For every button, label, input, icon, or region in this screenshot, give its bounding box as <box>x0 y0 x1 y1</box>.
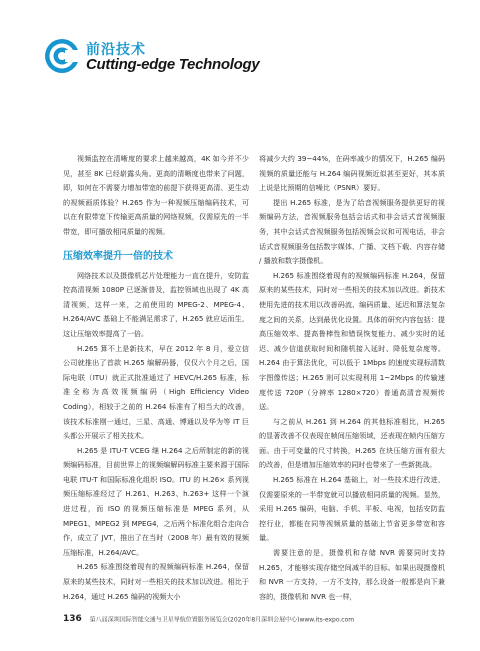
section-title-en: Cutting-edge Technology <box>86 56 260 73</box>
c-logo-icon <box>44 38 80 74</box>
left-column <box>63 152 249 604</box>
right-column <box>259 152 445 604</box>
page-number: 136 <box>63 614 82 624</box>
body-paragraph: H.265 是 ITU-T VCEG 继 H.264 之后所制定的新的视频编码标准，目前世界上的视频编解码标准主要来源于国际电联 ITU-T 和国际标准化组织 ISO。ITU 的 H.26× 系列视频压缩标准经过了 H.261、H.263、h.263+ 这样一个演进过程，而 ISO 的视频压缩标准是 MPEG 系列，从 MPEG1、MPEG2 到 MPEG4，之后两个标准化组合走向合作，成立了 JVT，推出了在当时（2008 年）最有效的视频压缩标准，H.264/AVC。 <box>63 445 249 557</box>
body-paragraph: 视频监控在清晰度的要求上越来越高，4K 如今并不少见，甚至 8K 已经崭露头角。更高的清晰度也带来了问题，即，如何在不需要力增加带宽的前提下获得更高清、更生动的视频画质体验？H.265 作为一种视频压缩编码技术，可以在有限带宽下传输更高质量的网络视频，仅需原先的一半带宽，即可播放相同质量的视频。 <box>63 154 249 236</box>
page-footer <box>63 614 445 626</box>
section-title-cn: 前沿技术 <box>86 42 146 58</box>
footer-publication-line: 第八届深圳国际智能交通与卫星导航位置服务展览会(2020年8月深圳会展中心)www.its-expo.com <box>89 616 355 624</box>
body-paragraph: 提出 H.265 标准，是为了给音视频服务提供更好的视频编码方法，音视频服务包括会话式和非会话式音视频服务，其中会话式音视频服务包括视频会议和可视电话，非会话式音视频服务包括数字媒体、广播、文档下载、内容存储 / 播放和数字摄像机。 <box>259 197 445 266</box>
body-paragraph-continued: 将减少大约 39~44%，在码率减少的情况下，H.265 编码视频的质量还能与 H.264 编码视频近似甚至更好，其本质上说是比预期的信噪比（PSNR）要好。 <box>259 154 445 193</box>
body-paragraph: H.265 标准围绕着现有的视频编码标准 H.264，保留原来的某些技术，同时对一些相关的技术加以改进。新技术使用先进的技术用以改善码流、编码质量、延迟和算法复杂度之间的关系，达到最优化设置。具体的研究内容包括：提高压缩效率、提高鲁棒性和错误恢复能力、减少实时的延迟、减少信道获取时间和随机接入延时、降低复杂度等。H.264 由于算法优化，可以低于 1Mbps 的速度实现标清数字图像传送；H.265 则可以实现利用 1~2Mbps 的传输速度传送 720P（分辨率 1280×720）普通高清音视频传送。 <box>259 270 445 412</box>
body-paragraph: 需要注意的是，摄像机和存储 NVR 需要同时支持 H.265，才能够实现存储空间减半的目标。如果出现摄像机和 NVR 一方支持，一方不支持，那么设备一般都是向下兼容的，摄像机和 NVR 也一样， <box>259 548 445 601</box>
subsection-heading: 压缩效率提升一倍的技术 <box>63 250 173 262</box>
body-paragraph: H.265 算不上是新技术，早在 2012 年 8 月，爱立信公司就推出了首款 H.265 编解码器，仅仅六个月之后，国际电联（ITU）就正式批准通过了 HEVC/H.265 标准，标准全称为高效视频编码（High Efficiency Video Coding），相较于之前的 H.264 标准有了相当大的改善，该技术标准刚一通过，三星、高通、博通以及华为等 IT 巨头都公开展示了相关技术。 <box>63 343 249 441</box>
body-paragraph: H.265 标准围绕着现有的视频编码标准 H.264，保留原来的某些技术，同时对一些相关的技术加以改进。相比于 H.264，通过 H.265 编码的视频大小 <box>63 562 249 601</box>
body-paragraph: H.265 标准在 H.264 基础上，对一些技术进行改进，仅需要原来的一半带宽就可以播放相同质量的视频。显然，采用 H.265 编码，电脑、手机、平板、电视，包括安防监控行业，都能在同等视频质量的基础上节省更多带宽和容量。 <box>259 475 445 543</box>
body-paragraph: 网络技术以及摄像机芯片处理能力一直在提升，安防监控高清视频 1080P 已逐渐普及，监控领域也出现了 4K 高清视频，这样一来，之前使用的 MPEG-2、MPEG-4、H.264/AVC 基础上不能满足需求了，H.265 就应运而生，这让压缩效率提高了一倍。 <box>63 270 249 338</box>
body-paragraph: 与之前从 H.261 到 H.264 的其他标准相比，H.265 的显著改善不仅表现在帧间压缩领域，还表现在帧内压缩方面。由于可变量的尺寸转换，H.265 在块压缩方面有很大的改善，但是增加压缩效率的同时也带来了一些新挑战。 <box>259 416 445 470</box>
